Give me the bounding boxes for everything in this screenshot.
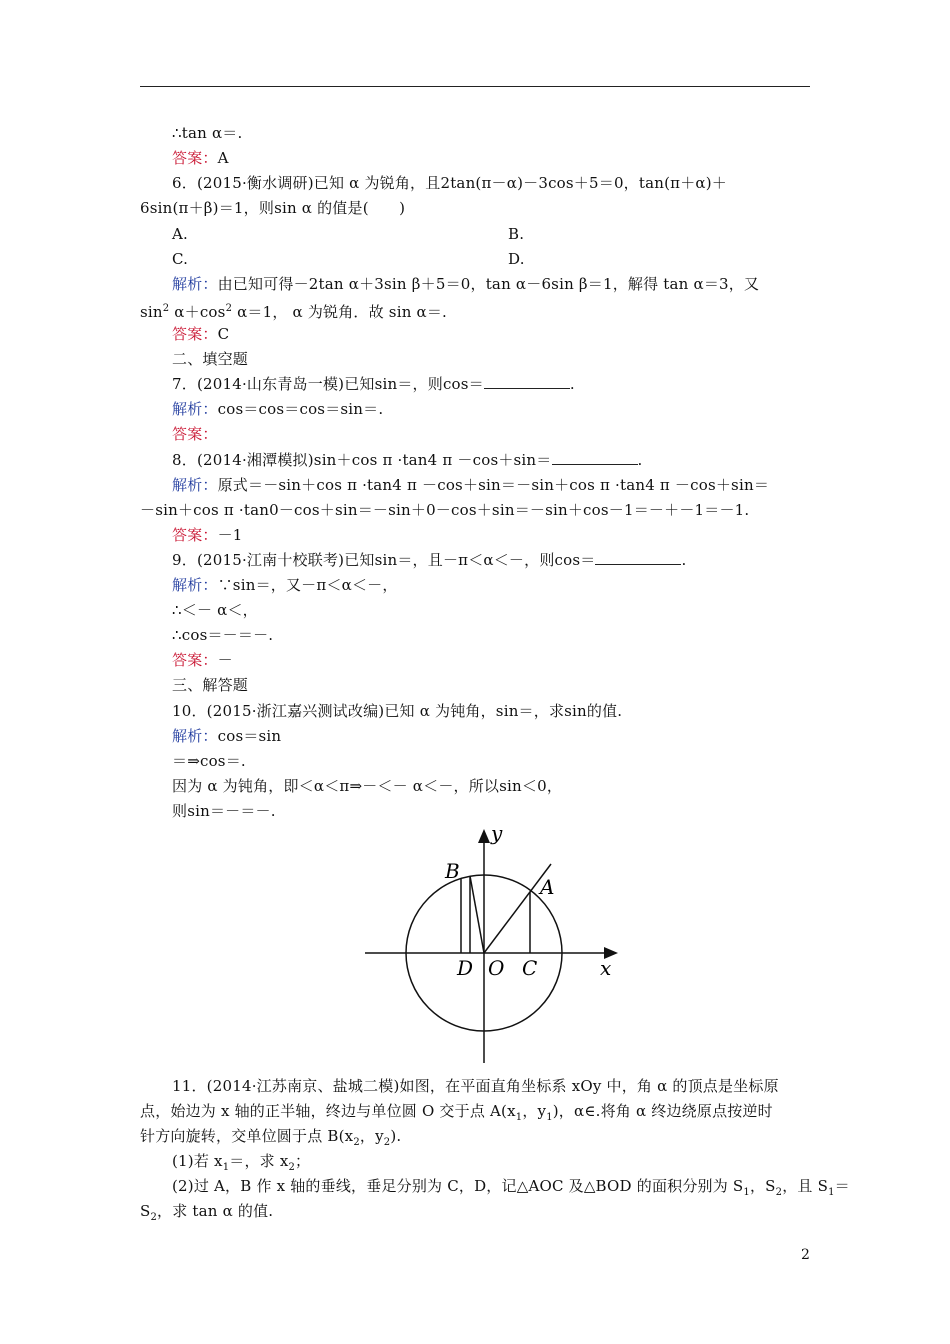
label-x: x — [600, 956, 612, 980]
text-span: 2 — [162, 303, 170, 314]
text-span: D. — [508, 250, 525, 268]
analysis-label: 解析： — [172, 275, 218, 293]
section-heading — [172, 675, 248, 695]
text-span: . — [681, 551, 687, 569]
text-span: 9．(2015·江南十校联考)已知sin＝，且－π＜α＜－，则cos＝ — [172, 551, 596, 569]
text-span: α＋cos — [169, 303, 226, 321]
section-heading — [172, 349, 248, 369]
text-line — [172, 324, 229, 344]
text-span: 2 — [150, 1212, 158, 1223]
text-span: 2 — [383, 1137, 391, 1148]
text-span: (2)过 A，B 作 x 轴的垂线，垂足分别为 C，D，记△AOC 及△BOD 的面积分别为 S — [172, 1177, 744, 1195]
text-line — [172, 374, 575, 394]
text-line — [172, 751, 246, 771]
text-span: A. — [172, 225, 189, 243]
text-span: 11．(2014·江苏南京、盐城二模)如图，在平面直角坐标系 xOy 中，角 α 的顶点是坐标原 — [172, 1077, 779, 1095]
text-line — [140, 1201, 273, 1228]
text-line — [140, 299, 447, 322]
answer-label: 答案： — [172, 651, 218, 669]
text-span: ，S — [749, 1177, 776, 1195]
text-span: 8．(2014·湘潭模拟)sin＋cos π ·tan4 π －cos＋sin＝ — [172, 451, 552, 469]
segment-ob — [470, 876, 484, 953]
text-span: 10．(2015·浙江嘉兴测试改编)已知 α 为钝角，sin＝，求sin的值. — [172, 702, 623, 720]
text-line — [172, 600, 258, 620]
text-line — [172, 274, 759, 294]
text-line — [140, 500, 749, 520]
text-line — [172, 550, 686, 570]
text-span: cos＝cos＝cos＝sin＝. — [217, 400, 384, 418]
text-span: (1)若 x — [172, 1152, 223, 1170]
text-span: ，y — [522, 1102, 547, 1120]
choice-d — [508, 249, 525, 269]
text-span: 则sin＝－＝－. — [172, 802, 276, 820]
text-span: ＝ — [834, 1177, 850, 1195]
text-line — [172, 625, 273, 645]
text-line — [172, 475, 769, 495]
text-line — [140, 198, 405, 218]
text-span: ＝⇒cos＝. — [172, 752, 246, 770]
answer-label: 答案： — [172, 325, 218, 343]
text-line — [172, 525, 243, 545]
choice-c — [172, 249, 188, 269]
text-span: ∴tan α＝. — [172, 124, 243, 142]
text-span: C — [217, 325, 230, 343]
text-line — [140, 1101, 773, 1128]
choice-a — [172, 224, 188, 244]
text-span: ). — [390, 1127, 402, 1145]
text-span: ∴cos＝－＝－. — [172, 626, 274, 644]
text-span: 1 — [515, 1112, 523, 1123]
text-line — [172, 726, 281, 746]
text-span: 7．(2014·山东青岛一模)已知sin＝，则cos＝ — [172, 375, 484, 393]
text-span: 1 — [222, 1162, 230, 1173]
text-span: 三、解答题 — [172, 676, 249, 694]
answer-blank — [552, 450, 638, 465]
text-span: ＝，求 x — [229, 1152, 289, 1170]
label-y: y — [491, 821, 503, 845]
text-span: 1 — [828, 1187, 835, 1198]
text-line — [172, 1176, 850, 1203]
text-span: ，且 S — [782, 1177, 829, 1195]
text-span: 2 — [288, 1162, 296, 1173]
text-line — [172, 575, 398, 595]
text-span: ，y — [359, 1127, 384, 1145]
unit-circle-figure — [360, 818, 630, 1068]
choice-b — [508, 224, 524, 244]
label-a: A — [540, 875, 555, 899]
text-line — [172, 1076, 779, 1096]
y-axis-arrow — [478, 829, 490, 843]
header-rule — [140, 86, 810, 87]
text-span: ，求 tan α 的值. — [157, 1202, 274, 1220]
answer-label: 答案： — [172, 425, 218, 443]
text-span: 1 — [546, 1112, 553, 1123]
text-line — [140, 1126, 401, 1153]
text-span: α＝1， α 为锐角．故 sin α＝. — [232, 303, 448, 321]
answer-label: 答案： — [172, 526, 218, 544]
text-span: . — [637, 451, 643, 469]
text-span: sin — [140, 303, 163, 321]
page-number: 2 — [801, 1247, 810, 1263]
analysis-label: 解析： — [172, 400, 218, 418]
label-b: B — [445, 859, 460, 883]
text-span: ∴＜－ α＜， — [172, 601, 258, 619]
text-line — [172, 399, 383, 419]
analysis-label: 解析： — [172, 727, 218, 745]
text-span: 由已知可得－2tan α＋3sin β＋5＝0，tan α－6sin β＝1，解得 tan α＝3，又 — [217, 275, 760, 293]
text-span: 2 — [225, 303, 233, 314]
text-span: 二、填空题 — [172, 350, 249, 368]
text-line — [172, 776, 562, 796]
text-span: －sin＋cos π ·tan0－cos＋sin＝－sin＋0－cos＋sin＝－sin＋cos－1＝－＋－1＝－1. — [140, 501, 750, 519]
text-span: 2 — [353, 1137, 360, 1148]
text-line — [172, 148, 229, 168]
text-line — [172, 424, 218, 444]
text-span: A — [217, 149, 229, 167]
text-span: ∵sin＝，又－π＜α＜－， — [217, 576, 398, 594]
label-d: D — [457, 956, 474, 980]
text-span: . — [569, 375, 575, 393]
analysis-label: 解析： — [172, 576, 218, 594]
analysis-label: 解析： — [172, 476, 218, 494]
text-span: 原式＝－sin＋cos π ·tan4 π －cos＋sin＝－sin＋cos π ·tan4 π －cos＋sin＝ — [217, 476, 770, 494]
text-span: 6sin(π＋β)＝1，则sin α 的值是( ) — [140, 199, 406, 217]
text-span: C. — [172, 250, 189, 268]
text-line — [172, 1151, 310, 1178]
text-span: － — [217, 651, 233, 669]
text-span: 因为 α 为钝角，即＜α＜π⇒－＜－ α＜－，所以sin＜0， — [172, 777, 563, 795]
text-line — [172, 173, 727, 193]
text-span: 针方向旋转，交单位圆于点 B(x — [140, 1127, 354, 1145]
text-line — [172, 701, 622, 721]
text-span: cos＝sin — [217, 727, 282, 745]
text-span: )，α∈.将角 α 终边绕原点按逆时 — [552, 1102, 773, 1120]
text-span: S — [140, 1202, 151, 1220]
text-span: 点，始边为 x 轴的正半轴，终边与单位圆 O 交于点 A(x — [140, 1102, 516, 1120]
text-span: 1 — [743, 1187, 750, 1198]
text-span: B. — [508, 225, 525, 243]
text-span: ； — [295, 1152, 311, 1170]
text-line — [172, 650, 233, 670]
text-span: 2 — [775, 1187, 783, 1198]
text-span: －1 — [217, 526, 243, 544]
answer-blank — [595, 550, 681, 565]
label-o: O — [488, 956, 505, 980]
label-c: C — [522, 956, 538, 980]
text-span: 6．(2015·衡水调研)已知 α 为锐角，且2tan(π－α)－3cos＋5＝0，tan(π＋α)＋ — [172, 174, 728, 192]
text-line — [172, 450, 642, 470]
text-line — [172, 801, 276, 821]
text-line — [172, 123, 242, 143]
answer-blank — [484, 374, 570, 389]
answer-label: 答案： — [172, 149, 218, 167]
